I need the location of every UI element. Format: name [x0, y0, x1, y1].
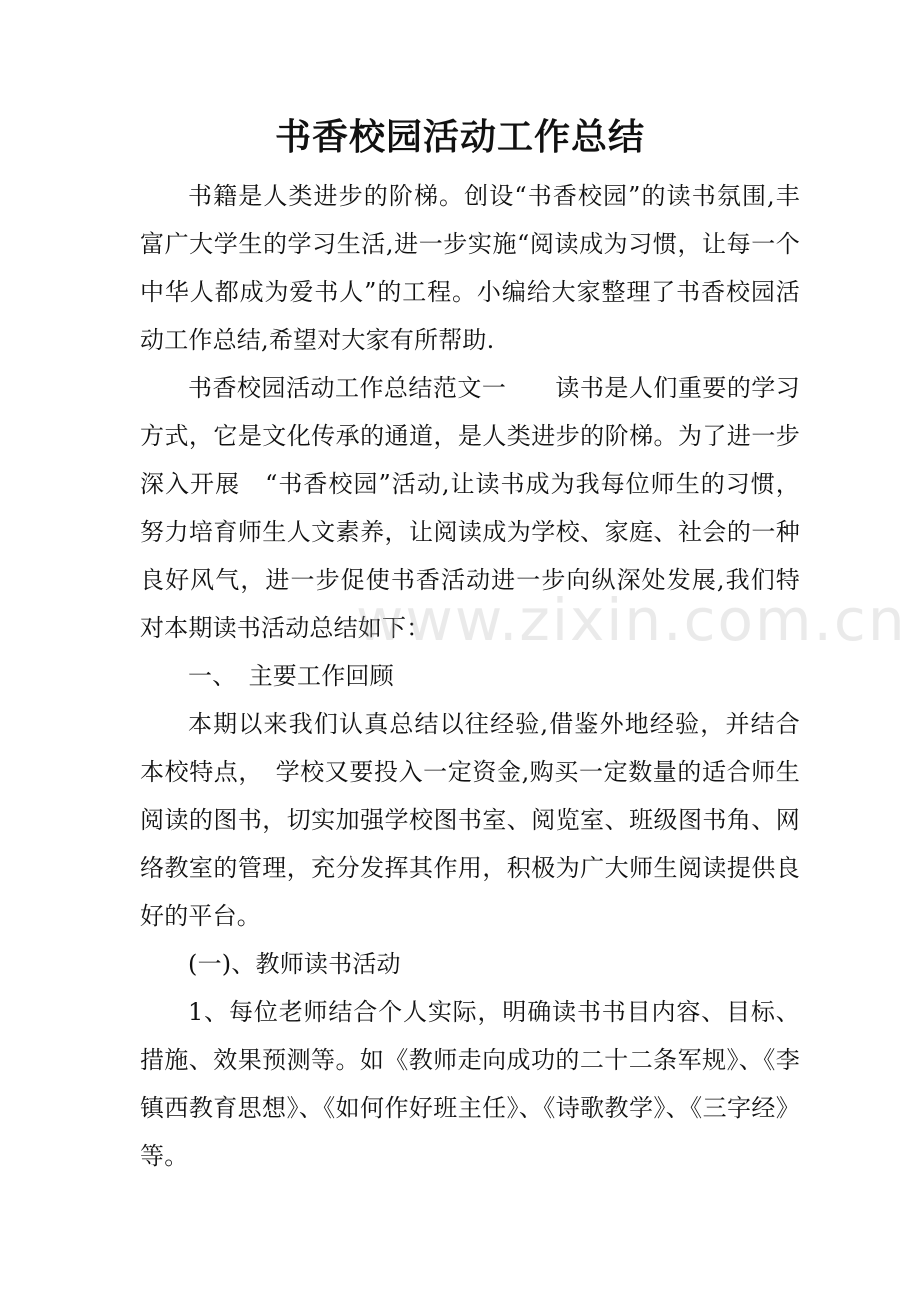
heading-teacher-reading: (一)、教师读书活动: [188, 950, 401, 978]
paragraph-teacher-reading-1: 1、每位老师结合个人实际，明确读书书目内容、目标、措施、效果预测等。如《教师走向成功的二十二条军规》、《李镇西教育思想》、《如何作好班主任》、《诗歌教学》、《三字经》等。: [140, 998, 800, 1170]
paragraph-work-review: 本期以来我们认真总结以往经验,借鉴外地经验，并结合本校特点， 学校又要投入一定资金,购买一定数量的适合师生阅读的图书，切实加强学校图书室、阅览室、班级图书角、网络教室的管理，充分发挥其作用，积极为广大师生阅读提供良好的平台。: [140, 710, 800, 930]
heading-main-work-review: 一、 主要工作回顾: [188, 662, 394, 690]
watermark-text: www.zixin.com.cn: [356, 586, 907, 654]
document-title: 书香校园活动工作总结: [274, 116, 645, 158]
document-body: [140, 172, 800, 1180]
paragraph-intro: 书籍是人类进步的阶梯。创设“书香校园”的读书氛围,丰富广大学生的学习生活,进一步实施“阅读成为习惯，让每一个中华人都成为爱书人”的工程。小编给大家整理了书香校园活动工作总结,希望对大家有所帮助.: [140, 182, 800, 354]
paragraph-sample-one: 书香校园活动工作总结范文一 读书是人们重要的学习方式，它是文化传承的通道，是人类进步的阶梯。为了进一步深入开展 “书香校园”活动,让读书成为我每位师生的习惯，努力培育师生人文素养，让阅读成为学校、家庭、社会的一种良好风气，进一步促使书香活动进一步向纵深处发展,我们特对本期读书活动总结如下：: [140, 374, 800, 642]
